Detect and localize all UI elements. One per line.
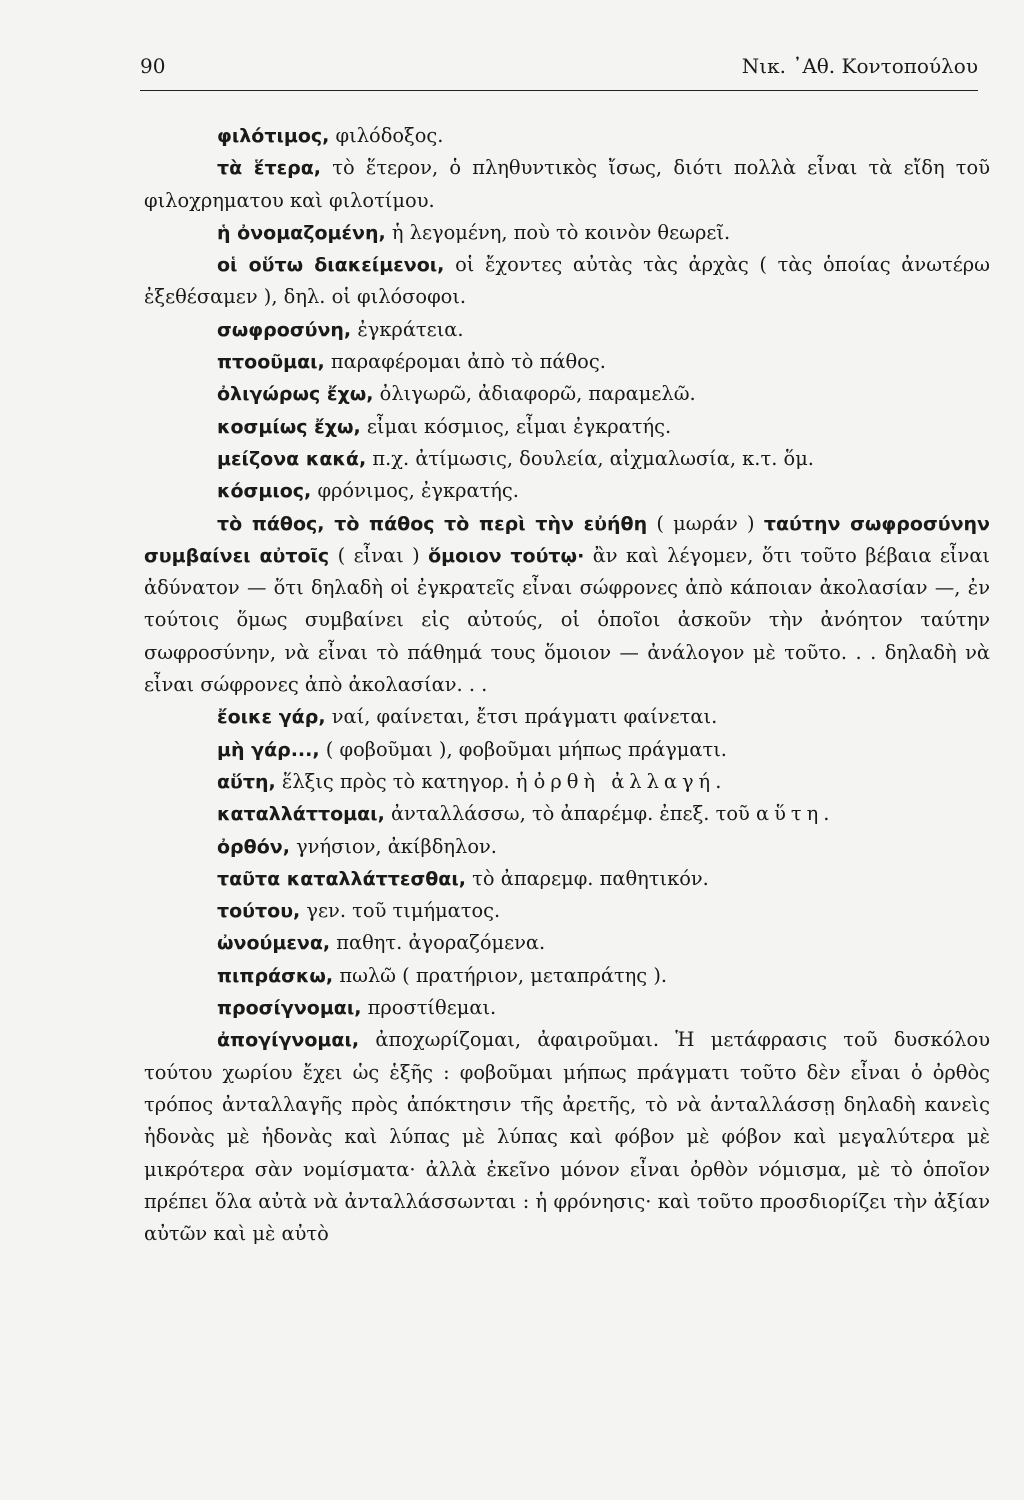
entry-definition: ( φοβοῦμαι ), φοβοῦμαι μήπως πράγματι. — [319, 737, 727, 761]
entry-apogignomai — [144, 1024, 990, 1250]
entry-term: μὴ γάρ..., — [217, 738, 320, 761]
entry-term: καταλλάττομαι, — [217, 803, 385, 826]
entry-ta-hetera — [144, 152, 990, 217]
spaced-emphasis: αὕτη — [755, 802, 824, 826]
entry-term: κόσμιος, — [217, 480, 312, 503]
entry-definition-end: . — [823, 802, 830, 826]
entry-definition: ἐγκράτεια. — [351, 317, 464, 341]
page-header — [140, 54, 978, 78]
entry-term: ὀρθόν, — [217, 835, 290, 858]
entry-term: κοσμίως ἔχω, — [217, 415, 361, 438]
entry-oligoros — [144, 378, 990, 410]
entry-term: ἡ ὀνομαζομένη, — [217, 221, 386, 244]
entry-onoumena — [144, 927, 990, 959]
entry-kosmios — [144, 475, 990, 507]
entry-term: πιπράσκω, — [217, 964, 334, 987]
spaced-emphasis: ὀρθὴ ἀλλαγή — [533, 769, 716, 793]
entry-definition: φιλόδοξος. — [329, 124, 444, 147]
entry-filotimos — [144, 120, 990, 152]
entry-definition-end: . — [715, 769, 722, 793]
entry-definition: γνήσιον, ἀκίβδηλον. — [289, 834, 497, 858]
entry-term: φιλότιμος, — [217, 125, 330, 147]
entry-diakeimenoi — [144, 249, 990, 314]
entry-term-continued: ταύτην σωφροσύνην συμβαίνει αὐτοῖς — [144, 512, 990, 567]
entry-term: τούτου, — [217, 900, 301, 923]
entry-definition: πωλῶ ( πρατήριον, μεταπράτης ). — [333, 963, 668, 987]
entry-term: ταῦτα καταλλάττεσθαι, — [217, 867, 466, 890]
entry-term-continued: ὅμοιον τούτῳ· — [428, 544, 585, 567]
entry-definition: π.χ. ἀτίμωσις, δουλεία, αἰχμαλωσία, κ.τ. ὅμ. — [366, 446, 814, 470]
entry-definition: ἀποχωρίζομαι, ἀφαιροῦμαι. Ἡ μετάφρασις τοῦ δυσκόλου τούτου χωρίου ἔχει ὡς ἑξῆς : φοβοῦμαι μήπως πράγματι τοῦτο δὲν εἶναι ὁ ὀρθὸς τρόπος ἀνταλλαγῆς πρὸς ἀπόκτησιν τῆς ἀρετῆς, τὸ νὰ ἀνταλλάσσῃ δηλαδὴ κανεὶς ἡδονὰς μὲ ἡδονὰς καὶ λύπας μὲ λύπας καὶ φόβον μὲ φόβον καὶ μεγαλύτερα μὲ μικρότερα σὰν νομίσματα· ἀλλὰ ἐκεῖνο μόνον εἶναι ὀρθὸν νόμισμα, μὲ τὸ ὁποῖον πρέπει ὅλα αὐτὰ νὰ ἀνταλλάσσωνται : ἡ φρόνησις· καὶ τοῦτο προσδιορίζει τὴν ἀξίαν αὐτῶν καὶ μὲ αὐτὸ — [144, 1028, 990, 1246]
entry-term: πτοοῦμαι, — [217, 351, 325, 374]
entry-aute — [144, 766, 990, 798]
entry-definition: ἡ λεγομένη, ποὺ τὸ κοινὸν θεωρεῖ. — [385, 220, 731, 244]
entry-term: αὕτη, — [217, 770, 276, 793]
entry-definition: ἕλξις πρὸς τὸ κατηγορ. ἡ — [275, 769, 534, 793]
entry-sophrosyne — [144, 314, 990, 346]
entry-piprasko — [144, 960, 990, 992]
entry-definition: παθητ. ἀγοραζόμενα. — [330, 931, 546, 955]
header-rule — [140, 90, 978, 91]
entry-tauta-katallattesthai — [144, 863, 990, 895]
entry-definition: εἶμαι κόσμιος, εἶμαι ἐγκρατής. — [360, 414, 672, 438]
entry-definition: γεν. τοῦ τιμήματος. — [300, 899, 501, 923]
entry-onomazomene — [144, 217, 990, 249]
entry-term: ἀπογίγνομαι, — [217, 1029, 360, 1052]
entry-toutou — [144, 895, 990, 927]
commentary-text — [144, 120, 990, 1250]
entry-definition: ὀλιγωρῶ, ἀδιαφορῶ, παραμελῶ. — [373, 382, 696, 406]
running-title: Νικ. ᾿Αθ. Κοντοπούλου — [741, 54, 978, 78]
entry-term: σωφροσύνη, — [217, 318, 352, 341]
entry-prosignomai — [144, 992, 990, 1024]
entry-definition: ναί, φαίνεται, ἔτσι πράγματι φαίνεται. — [325, 705, 718, 729]
entry-term: προσίγνομαι, — [217, 997, 362, 1020]
entry-definition: ἂν καὶ λέγομεν, ὅτι τοῦτο βέβαια εἶναι ἀδύνατον — ὅτι δηλαδὴ οἱ ἐγκρατεῖς εἶναι σώφρονες ἀπὸ κάποιαν ἀκολασίαν —, ἐν τούτοις ὅμως συμβαίνει εἰς αὐτούς, οἱ ὁποῖοι ἀσκοῦν τὴν ἀνόητον ταύτην σωφροσύνην, νὰ εἶναι τὸ πάθημά τους ὅμοιον — ἀνάλογον μὲ τοῦτο. . . δηλαδὴ νὰ εἶναι σώφρονες ἀπὸ ἀκολασίαν. . . — [144, 543, 991, 697]
entry-definition: φρόνιμος, ἐγκρατής. — [311, 479, 519, 503]
entry-to-pathos — [144, 508, 990, 702]
entry-kosmios-echo — [144, 411, 990, 443]
entry-definition: τὸ ἕτερον, ὁ πληθυντικὸς ἴσως, διότι πολλὰ εἶναι τὰ εἴδη τοῦ φιλοχρηματου καὶ φιλοτίμου. — [144, 156, 990, 212]
entry-me-gar — [144, 734, 990, 766]
entry-katallattomai — [144, 798, 990, 830]
entry-term: μείζονα κακά, — [217, 447, 367, 470]
entry-parenthetical: ( εἶναι ) — [329, 543, 429, 567]
entry-meizona-kaka — [144, 443, 990, 475]
entry-definition: οἱ ἔχοντες αὐτὰς τὰς ἀρχὰς ( τὰς ὁποίας ἀνωτέρω ἐξεθέσαμεν ), δηλ. οἱ φιλόσοφοι. — [144, 253, 990, 309]
entry-term: ἔοικε γάρ, — [217, 706, 326, 729]
entry-term: τὸ πάθος, τὸ πάθος τὸ περὶ τὴν εὐήθη — [217, 512, 648, 535]
entry-definition: ἀνταλλάσσω, τὸ ἀπαρέμφ. ἐπεξ. τοῦ — [384, 802, 756, 826]
entry-definition: τὸ ἀπαρεμφ. παθητικόν. — [466, 866, 709, 890]
entry-orthon — [144, 831, 990, 863]
entry-definition: παραφέρομαι ἀπὸ τὸ πάθος. — [324, 350, 606, 374]
entry-definition: προστίθεμαι. — [361, 996, 497, 1020]
entry-ptoumai — [144, 346, 990, 378]
entry-term: οἱ οὕτω διακείμενοι, — [217, 254, 445, 277]
entry-eoike-gar — [144, 701, 990, 733]
page-number: 90 — [140, 54, 166, 78]
entry-term: τὰ ἕτερα, — [217, 157, 322, 180]
entry-term: ὠνούμενα, — [217, 932, 331, 955]
entry-parenthetical: ( μωράν ) — [647, 511, 764, 535]
entry-term: ὀλιγώρως ἔχω, — [217, 383, 374, 406]
